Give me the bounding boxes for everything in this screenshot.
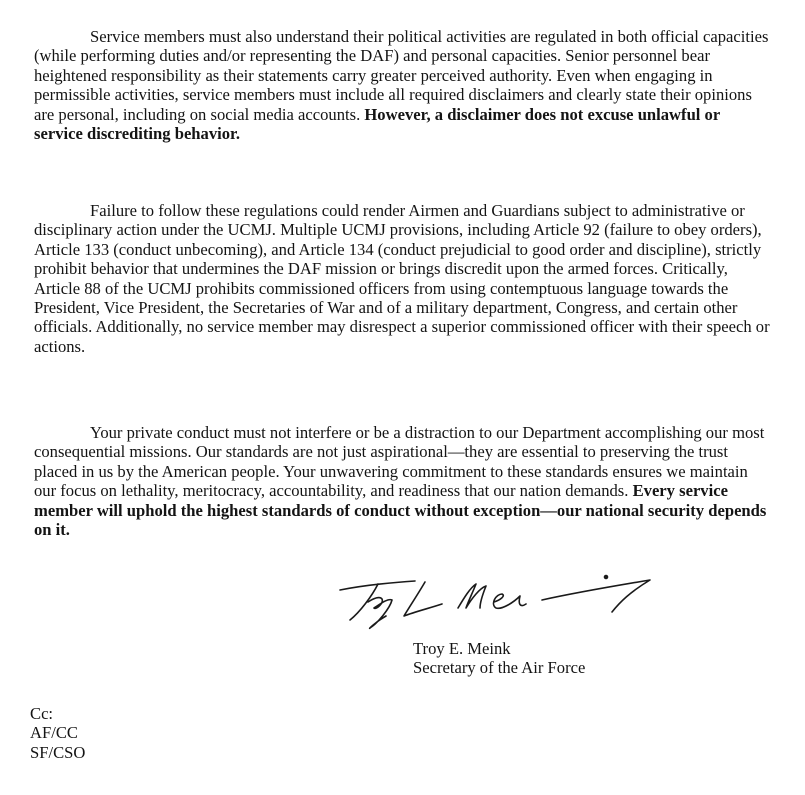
paragraph-text: Failure to follow these regulations could render Airmen and Guardians subject to administrative or disciplinary action under the UCMJ. Multiple UCMJ provisions, including Article 92 (failure to obey orders), Article 133 (conduct unbecoming), and Article 134 (conduct prejudicial to good order and discipline), strictly prohibit behavior that undermines the DAF mission or brings discredit upon the armed forces. Critically, Article 88 of the UCMJ prohibits commissioned officers from using contemptuous language towards the President, Vice President, the Secretaries of War and of a military department, Congress, and certain other officials. Additionally, no service member may disrespect a superior commissioned officer with their speech or actions.	[34, 201, 770, 356]
cc-list	[30, 704, 85, 762]
cc-recipient: AF/CC	[30, 723, 78, 743]
signatory-name: Troy E. Meink	[413, 639, 511, 658]
paragraph-bold-text: However, a disclaimer does not excuse unlawful or service discrediting behavior.	[34, 104, 720, 144]
handwritten-signature	[330, 568, 660, 632]
paragraph-political-activities	[34, 27, 770, 143]
cc-label: Cc:	[30, 704, 54, 723]
paragraph-ucmj-regulations	[34, 201, 770, 356]
paragraph-bold-text: Every service member will uphold the highest standards of conduct without exception—our national security depends on it.	[34, 481, 767, 540]
paragraph-text: Your private conduct must not interfere or be a distraction to our Department accomplishing our most consequential missions. Our standards are not just aspirational—they are essential to preserving the trust placed in us by the American people. Your unwavering commitment to these standards ensures we maintain our focus on lethality, meritocracy, accountability, and readiness that our nation demands.	[34, 423, 765, 501]
paragraph-text: Service members must also understand their political activities are regulated in both official capacities (while performing duties and/or representing the DAF) and personal capacities. Senior personnel bear heightened responsibility as their statements carry greater perceived authority. Even when engaging in permissible activities, service members must include all required disclaimers and clearly state their opinions are personal, including on social media accounts.	[34, 27, 769, 124]
paragraph-private-conduct	[34, 423, 770, 539]
signature-block	[413, 639, 585, 678]
cc-recipient: SF/CSO	[30, 742, 86, 762]
signatory-title: Secretary of the Air Force	[413, 658, 586, 678]
